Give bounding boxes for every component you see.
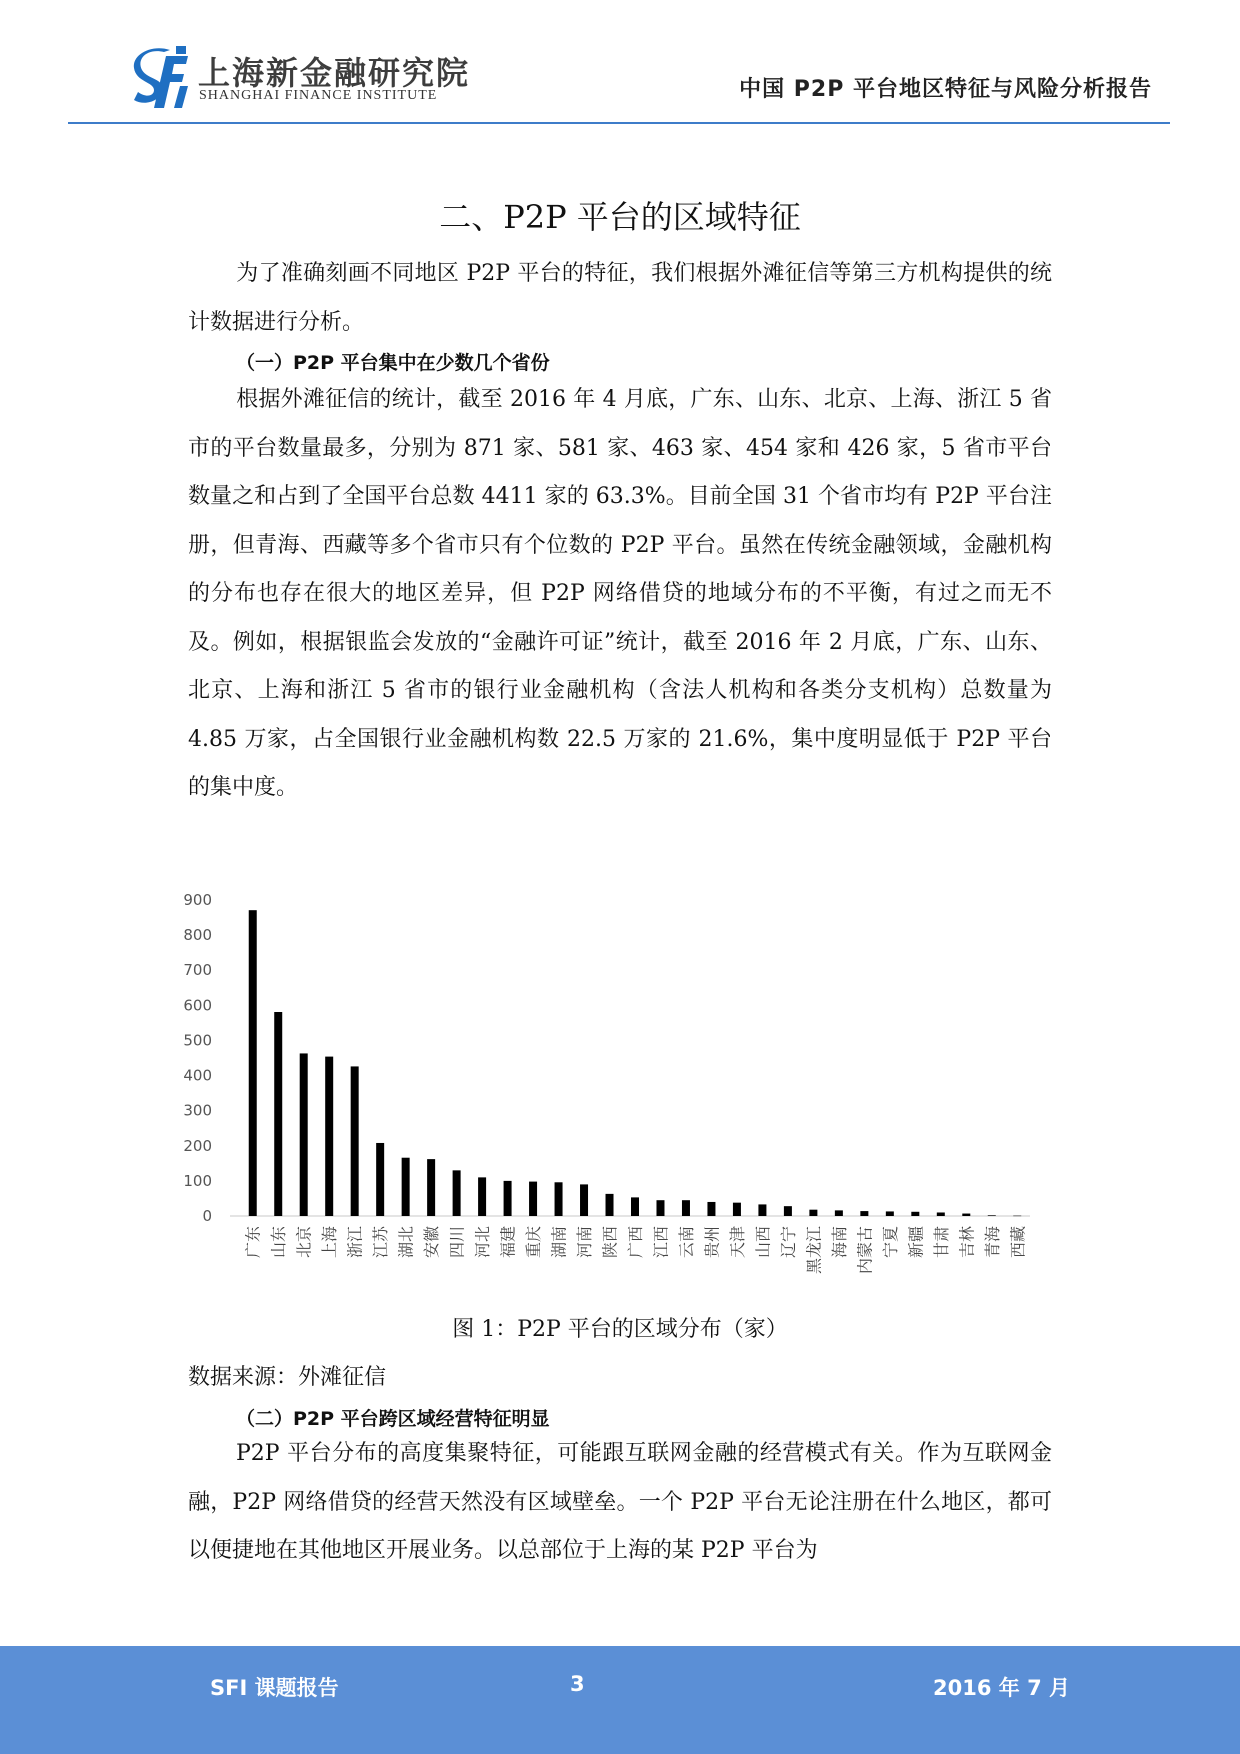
report-title: 中国 P2P 平台地区特征与风险分析报告 — [739, 77, 1152, 102]
x-tick-label: 广东 — [243, 1226, 263, 1259]
y-tick-label: 100 — [183, 1171, 212, 1190]
region-bar-chart — [183, 890, 1058, 1294]
x-tick-label: 内蒙古 — [855, 1226, 875, 1275]
subsection-2-heading: （二）P2P 平台跨区域经营特征明显 — [236, 1408, 550, 1430]
y-tick-label: 700 — [183, 961, 212, 980]
subsection-1-heading: （一）P2P 平台集中在少数几个省份 — [236, 352, 550, 374]
x-tick-label: 吉林 — [957, 1226, 977, 1259]
bar-上海 — [325, 1057, 333, 1216]
x-tick-label: 云南 — [676, 1226, 696, 1259]
x-tick-label: 湖南 — [549, 1226, 569, 1259]
y-tick-label: 0 — [202, 1207, 212, 1225]
bar-辽宁 — [784, 1206, 792, 1216]
y-tick-label: 200 — [183, 1136, 212, 1155]
y-tick-label: 800 — [183, 926, 212, 945]
bar-陕西 — [606, 1194, 614, 1216]
x-tick-label: 宁夏 — [880, 1226, 900, 1259]
intro-paragraph-text: 为了准确刻画不同地区 P2P 平台的特征，我们根据外滩征信等第三方机构提供的统计数据进行分析。 — [188, 261, 1052, 335]
bar-广西 — [631, 1197, 639, 1216]
y-tick-label: 600 — [183, 996, 212, 1015]
bar-云南 — [682, 1200, 690, 1216]
bar-河北 — [478, 1177, 486, 1216]
intro-paragraph — [188, 250, 1052, 347]
bar-山东 — [274, 1012, 282, 1216]
y-tick-label: 900 — [183, 891, 212, 909]
x-tick-label: 江西 — [651, 1226, 671, 1259]
x-tick-label: 福建 — [498, 1226, 518, 1259]
footer-date: 2016 年 7 月 — [933, 1676, 1070, 1700]
chart-svg — [183, 890, 1058, 1290]
footer-report-label: SFI 课题报告 — [210, 1676, 339, 1700]
y-tick-label: 500 — [183, 1031, 212, 1050]
x-tick-label: 海南 — [829, 1226, 849, 1259]
y-tick-label: 400 — [183, 1066, 212, 1085]
paragraph-1 — [188, 376, 1052, 813]
x-tick-label: 四川 — [447, 1226, 467, 1259]
figure-caption: 图 1：P2P 平台的区域分布（家） — [452, 1317, 788, 1342]
y-tick-label: 300 — [183, 1101, 212, 1120]
x-tick-label: 广西 — [626, 1226, 645, 1259]
bar-天津 — [733, 1203, 741, 1216]
bar-重庆 — [529, 1182, 537, 1216]
paragraph-1-text: 根据外滩征信的统计，截至 2016 年 4 月底，广东、山东、北京、上海、浙江 5 省市的平台数量最多，分别为 871 家、581 家、463 家、454 家和 426 家，5 省市平台数量之和占到了全国平台总数 4411 家的 63.3%。目前全国 31 个省市均有 P2P 平台注册，但青海、西藏等多个省市只有个位数的 P2P 平台。虽然在传统金融领域，金融机构的分布也存在很大的地区差异，但 P2P 网络借贷的地域分布的不平衡，有过之而无不及。例如，根据银监会发放的“金融许可证”统计，截至 2016 年 2 月底，广东、山东、北京、上海和浙江 5 省市的银行业金融机构（含法人机构和各类分支机构）总数量为 4.85 万家，占全国银行业金融机构数 22.5 万家的 21.6%，集中度明显低于 P2P 平台的集中度。 — [188, 387, 1052, 800]
bar-湖南 — [555, 1182, 563, 1216]
section-title: 二、P2P 平台的区域特征 — [439, 198, 801, 236]
bar-安徽 — [427, 1159, 435, 1216]
bar-浙江 — [351, 1066, 359, 1216]
x-tick-label: 新疆 — [906, 1226, 926, 1259]
bar-四川 — [453, 1170, 461, 1216]
bar-福建 — [504, 1181, 512, 1216]
x-tick-label: 浙江 — [345, 1226, 365, 1259]
page-number: 3 — [570, 1672, 585, 1696]
bar-青海 — [988, 1215, 996, 1216]
bar-贵州 — [707, 1202, 715, 1216]
institute-name-cn: 上海新金融研究院 — [198, 54, 471, 92]
x-tick-label: 上海 — [320, 1226, 340, 1259]
x-tick-label: 湖北 — [396, 1226, 416, 1259]
sfi-logo-icon — [130, 46, 190, 112]
paragraph-2-text: P2P 平台分布的高度集聚特征，可能跟互联网金融的经营模式有关。作为互联网金融，P2P 网络借贷的经营天然没有区域壁垒。一个 P2P 平台无论注册在什么地区，都可以便捷地在其他地区开展业务。以总部位于上海的某 P2P 平台为 — [188, 1441, 1052, 1563]
x-tick-label: 贵州 — [702, 1226, 722, 1259]
x-tick-label: 山西 — [753, 1226, 773, 1259]
x-tick-label: 西藏 — [1008, 1226, 1028, 1259]
x-tick-label: 青海 — [982, 1226, 1002, 1259]
bar-西藏 — [1013, 1216, 1021, 1217]
bar-内蒙古 — [860, 1211, 868, 1216]
bar-甘肃 — [937, 1212, 945, 1216]
bar-河南 — [580, 1184, 588, 1216]
x-tick-label: 辽宁 — [778, 1226, 798, 1259]
bar-新疆 — [911, 1212, 919, 1216]
bar-广东 — [249, 910, 257, 1216]
x-tick-label: 黑龙江 — [804, 1226, 824, 1275]
x-tick-label: 重庆 — [524, 1226, 544, 1259]
x-tick-label: 河南 — [575, 1226, 595, 1259]
x-tick-label: 北京 — [294, 1226, 314, 1259]
institute-name-en: SHANGHAI FINANCE INSTITUTE — [199, 88, 438, 103]
bar-吉林 — [962, 1214, 970, 1216]
paragraph-2 — [188, 1430, 1052, 1576]
bar-江西 — [656, 1200, 664, 1216]
bar-山西 — [758, 1204, 766, 1216]
page-header — [68, 40, 1170, 124]
x-tick-label: 甘肃 — [931, 1226, 951, 1259]
x-tick-label: 安徽 — [422, 1226, 442, 1259]
bar-宁夏 — [886, 1211, 894, 1216]
x-tick-label: 河北 — [473, 1226, 493, 1259]
data-source: 数据来源：外滩征信 — [188, 1365, 387, 1390]
page-footer — [0, 1646, 1240, 1754]
x-tick-label: 山东 — [269, 1226, 289, 1259]
bar-海南 — [835, 1210, 843, 1216]
x-tick-label: 陕西 — [600, 1226, 620, 1259]
x-tick-label: 江苏 — [371, 1226, 391, 1259]
bar-江苏 — [376, 1143, 384, 1216]
bar-黑龙江 — [809, 1210, 817, 1216]
x-tick-label: 天津 — [727, 1226, 747, 1259]
bar-北京 — [300, 1053, 308, 1216]
bar-湖北 — [402, 1158, 410, 1216]
